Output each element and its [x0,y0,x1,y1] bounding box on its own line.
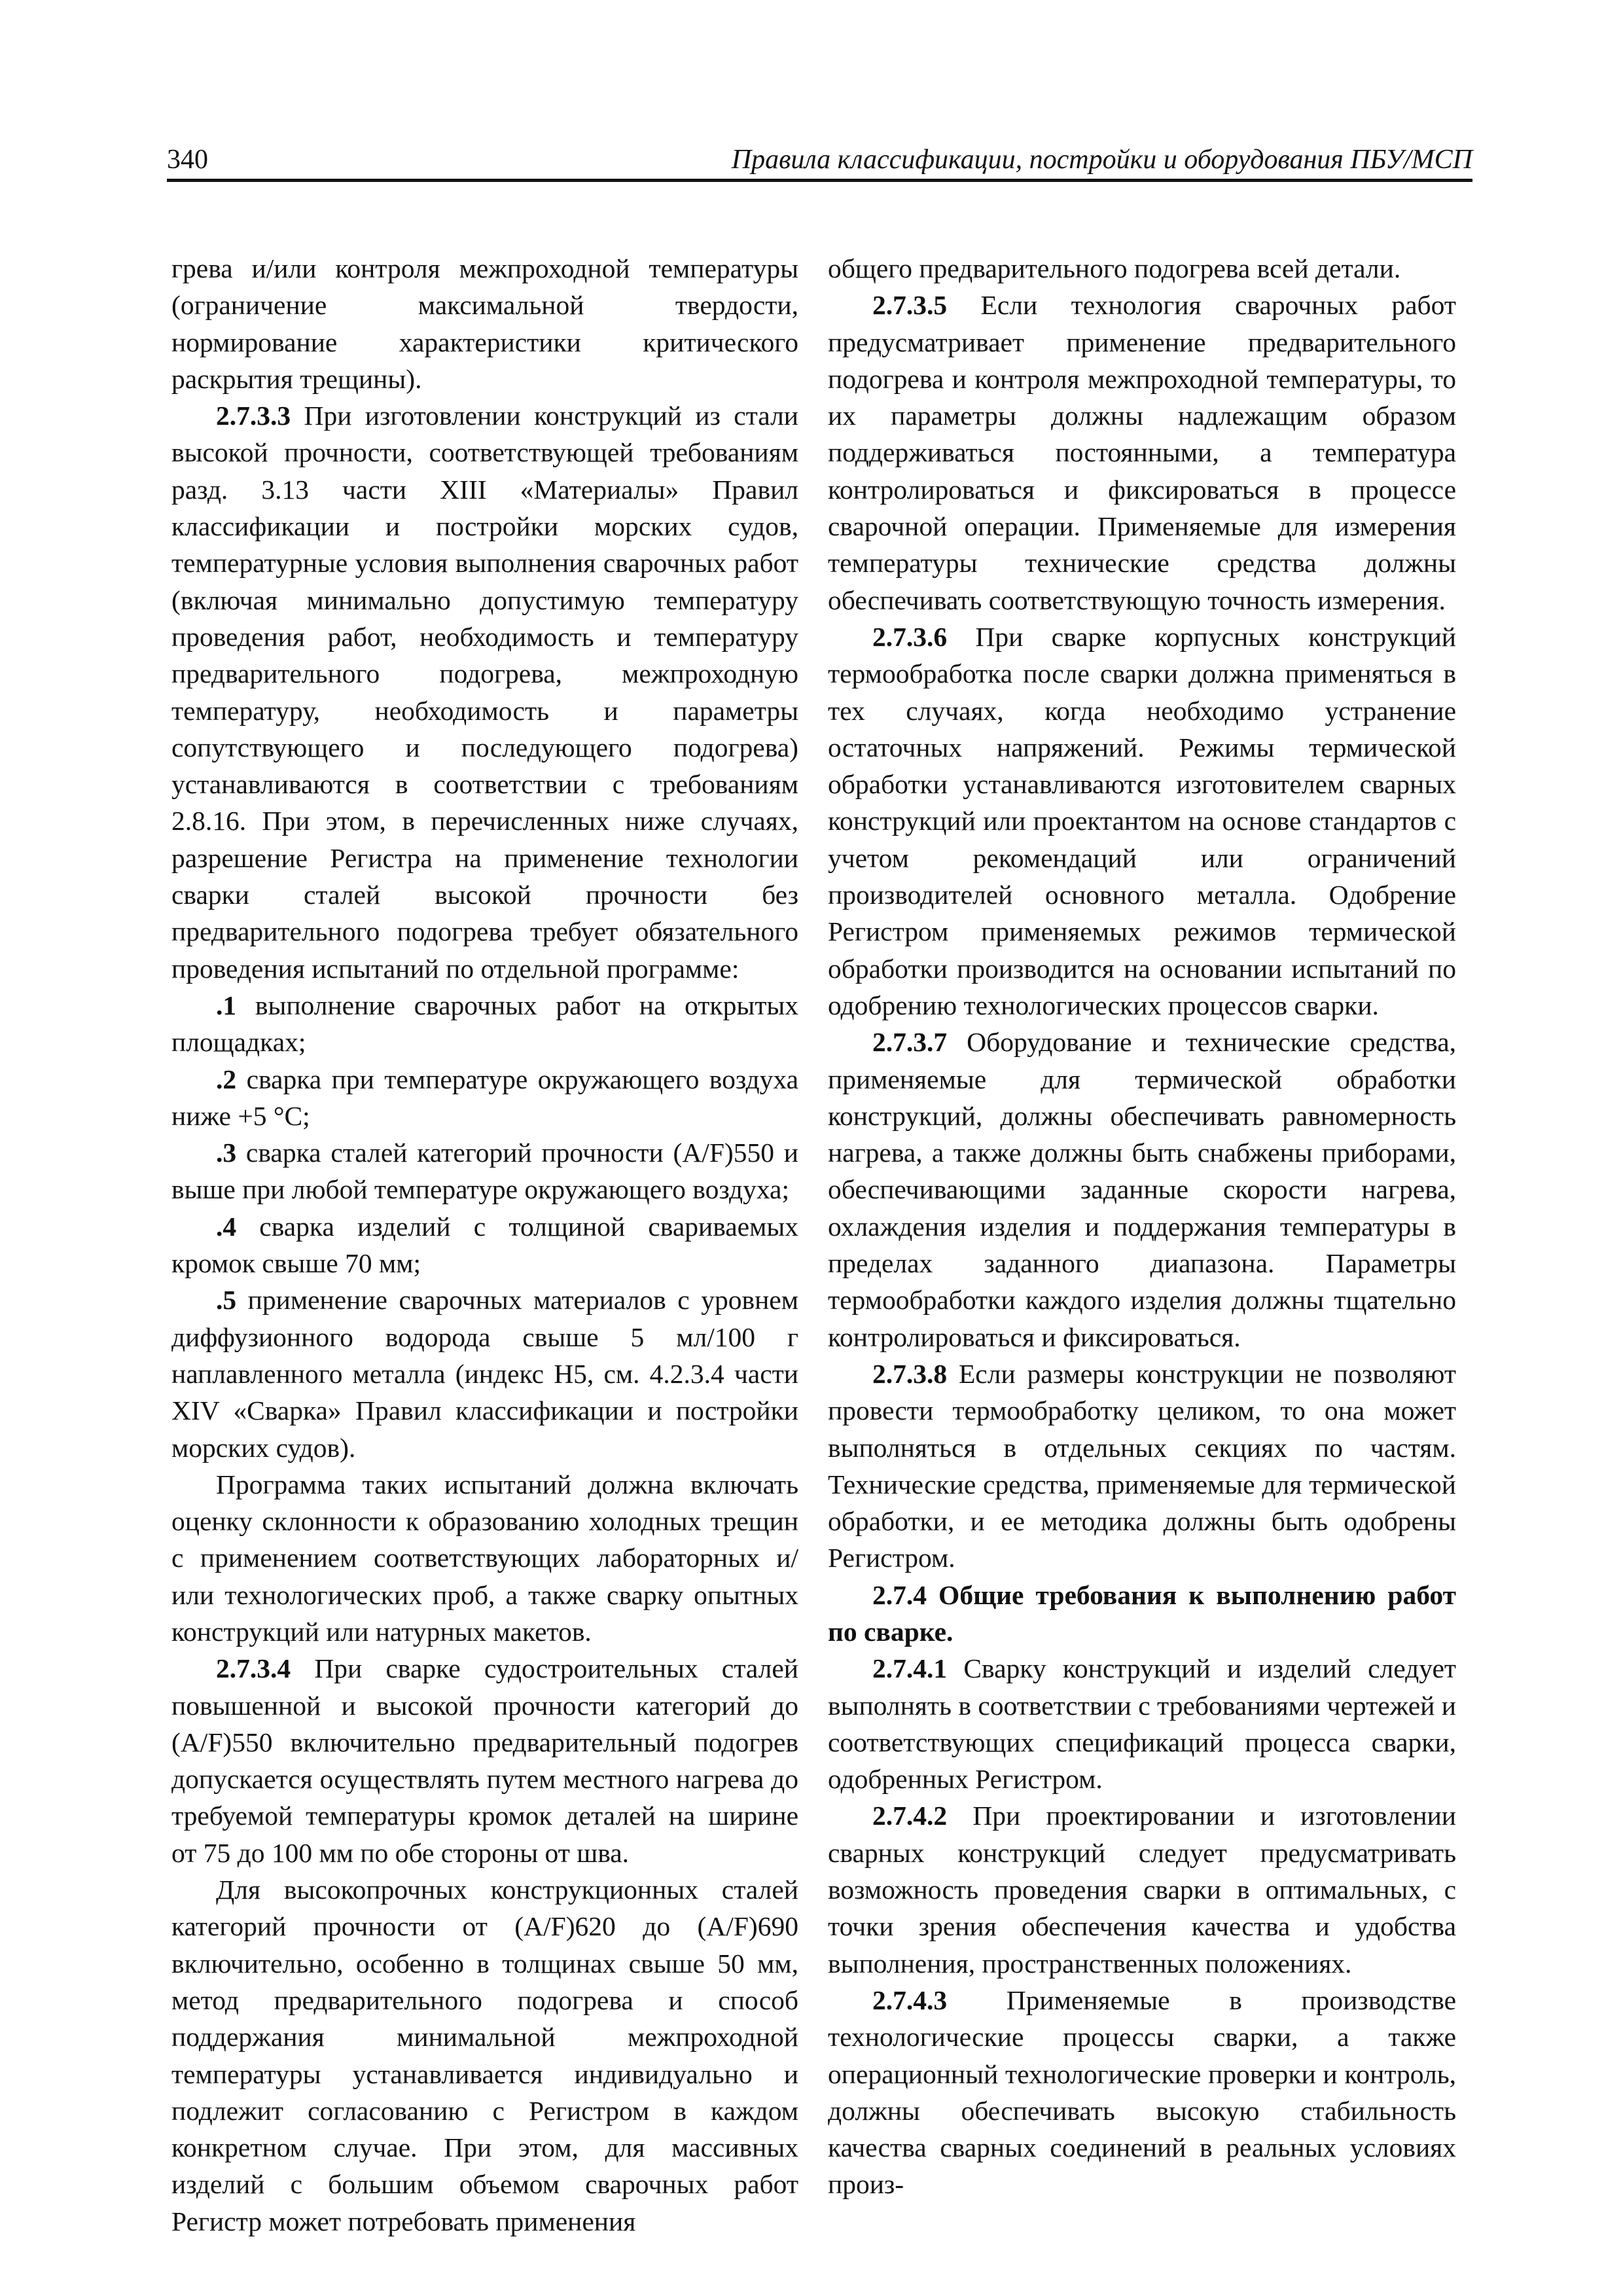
paragraph-text: сварка при температуре окружающего воздуха ниже +5 °С; [171,1064,798,1131]
right-column [828,250,1456,2203]
clause-number: 2.7.3.5 [872,290,948,321]
paragraph-text: общего предварительного подогрева всей детали. [828,253,1401,283]
paragraph [171,1466,798,1650]
clause-number: .5 [216,1285,237,1316]
paragraph-text: При сварке корпусных конструкций термообработка после сварки должна применяться в тех случаях, когда необходимо устранение остаточных напряжений. Режимы термической обработки устанавливаются изготовителем сварных конструкций или проектантом на основе стандартов с учетом рекомендаций или ограничений производителей основного металла. Одобрение Регистром применяемых режимов термической обработки производится на основании испытаний по одобрению технологических процессов сварки. [828,621,1456,1020]
clause-number: 2.7.3.6 [872,621,948,652]
paragraph [171,1061,798,1135]
running-title: Правила классификации, постройки и оборудования ПБУ/МСП [731,145,1472,175]
clause-number: .4 [216,1211,237,1242]
paragraph-text: сварка изделий с толщиной свариваемых кромок свыше 70 мм; [171,1211,798,1279]
clause-number: 2.7.3.3 [216,401,291,431]
header-divider [167,179,1472,182]
paragraph-text: грева и/или контроля межпроходной температуры (ограничение максимальной твердости, нормирование характеристики критического раскрытия трещины). [171,253,798,394]
paragraph-text: Для высокопрочных конструкционных сталей категорий прочности от (A/F)620 до (A/F)690 включительно, особенно в толщинах свыше 50 мм, метод предварительного подогрева и способ поддержания минимальной межпроходной температуры устанавливается индивидуально и подлежит согласованию с Регистром в каждом конкретном случае. При этом, для массивных изделий с большим объемом сварочных работ Регистр может потребовать применения [171,1874,798,2236]
paragraph-text: Применяемые в производстве технологические процессы сварки, а также операционный технологические проверки и контроль, должны обеспечивать высокую стабильность качества сварных соединений в реальных условиях произ- [828,1984,1456,2200]
clause-number: 2.7.3.8 [872,1358,948,1389]
clause-number: .3 [216,1138,237,1168]
clause-number: .2 [216,1064,237,1094]
page-number: 340 [167,145,208,175]
paragraph-text: Если размеры конструкции не позволяют провести термообработку целиком, то она может выполняться в отдельных секциях по частям. Технические средства, применяемые для термической обработки, и ее методика должны быть одобрены Регистром. [828,1358,1456,1573]
paragraph-text: Программа таких испытаний должна включать оценку склонности к образованию холодных трещин с применением соответствующих лабораторных и/или технологических проб, а также сварку опытных конструкций или натурных макетов. [171,1469,798,1647]
paragraph [828,1650,1456,1797]
paragraph-text: выполнение сварочных работ на открытых площадках; [171,990,798,1058]
clause-number: 2.7.4.3 [872,1984,948,2015]
paragraph [171,1650,798,1871]
paragraph [171,1871,798,2240]
section-heading [828,1577,1456,1651]
paragraph-text: Сварку конструкций и изделий следует выполнять в соответствии с требованиями чертежей и соответствующих спецификаций процесса сварки, одобренных Регистром. [828,1653,1456,1795]
paragraph [828,1797,1456,1981]
clause-number: 2.7.4.1 [872,1653,948,1684]
paragraph [828,1024,1456,1355]
paragraph-continuation [171,250,798,397]
paragraph [171,1208,798,1282]
paragraph [171,397,798,987]
paragraph [828,1355,1456,1577]
paragraph-text: При сварке судостроительных сталей повышенной и высокой прочности категорий до (A/F)550 включительно предварительный подогрев допускается осуществлять путем местного нагрева до требуемой температуры кромок деталей на ширине от 75 до 100 мм по обе стороны от шва. [171,1653,798,1868]
clause-number: 2.7.4.2 [872,1801,948,1831]
paragraph [171,987,798,1061]
paragraph-text: 2.7.4 Общие требования к выполнению работ по сварке. [828,1579,1456,1647]
clause-number: .1 [216,990,237,1020]
paragraph-text: При изготовлении конструкций из стали высокой прочности, соответствующей требованиям разд. 3.13 части XIII «Материалы» Правил классификации и постройки морских судов, температурные условия выполнения сварочных работ (включая минимально допустимую температуру проведения работ, необходимость и температуру предварительного подогрева, межпроходную температуру, необходимость и параметры сопутствующего и последующего подогрева) устанавливаются в соответствии с требованиям 2.8.16. При этом, в перечисленных ниже случаях, разрешение Регистра на применение технологии сварки сталей высокой прочности без предварительного подогрева требует обязательного проведения испытаний по отдельной программе: [171,401,798,984]
paragraph-text: сварка сталей категорий прочности (A/F)550 и выше при любой температуре окружающего воздуха; [171,1138,798,1205]
paragraph-text: применение сварочных материалов с уровнем диффузионного водорода свыше 5 мл/100 г наплавленного металла (индекс H5, см. 4.2.3.4 части XIV «Сварка» Правил классификации и постройки морских судов). [171,1285,798,1463]
paragraph-text: Если технология сварочных работ предусматривает применение предварительного подогрева и контроля межпроходной температуры, то их параметры должны надлежащим образом поддерживаться постоянными, а температура контролироваться и фиксироваться в процессе сварочной операции. Применяемые для измерения температуры технические средства должны обеспечивать соответствующую точность измерения. [828,290,1456,615]
page-header [167,143,1472,182]
paragraph [828,1982,1456,2203]
clause-number: 2.7.3.4 [216,1653,291,1684]
paragraph-text: При проектировании и изготовлении сварных конструкций следует предусматривать возможность проведения сварки в оптимальных, с точки зрения обеспечения качества и удобства выполнения, пространственных положениях. [828,1801,1456,1979]
paragraph [171,1134,798,1208]
paragraph [171,1282,798,1465]
paragraph-continuation [828,250,1456,287]
left-column [171,250,798,2240]
clause-number: 2.7.3.7 [872,1027,948,1058]
paragraph-text: Оборудование и технические средства, применяемые для термической обработки конструкций, должны обеспечивать равномерность нагрева, а также должны быть снабжены приборами, обеспечивающими заданные скорости нагрева, охлаждения изделия и поддержания температуры в пределах заданного диапазона. Параметры термообработки каждого изделия должны тщательно контролироваться и фиксироваться. [828,1027,1456,1352]
paragraph [828,619,1456,1024]
paragraph [828,287,1456,619]
